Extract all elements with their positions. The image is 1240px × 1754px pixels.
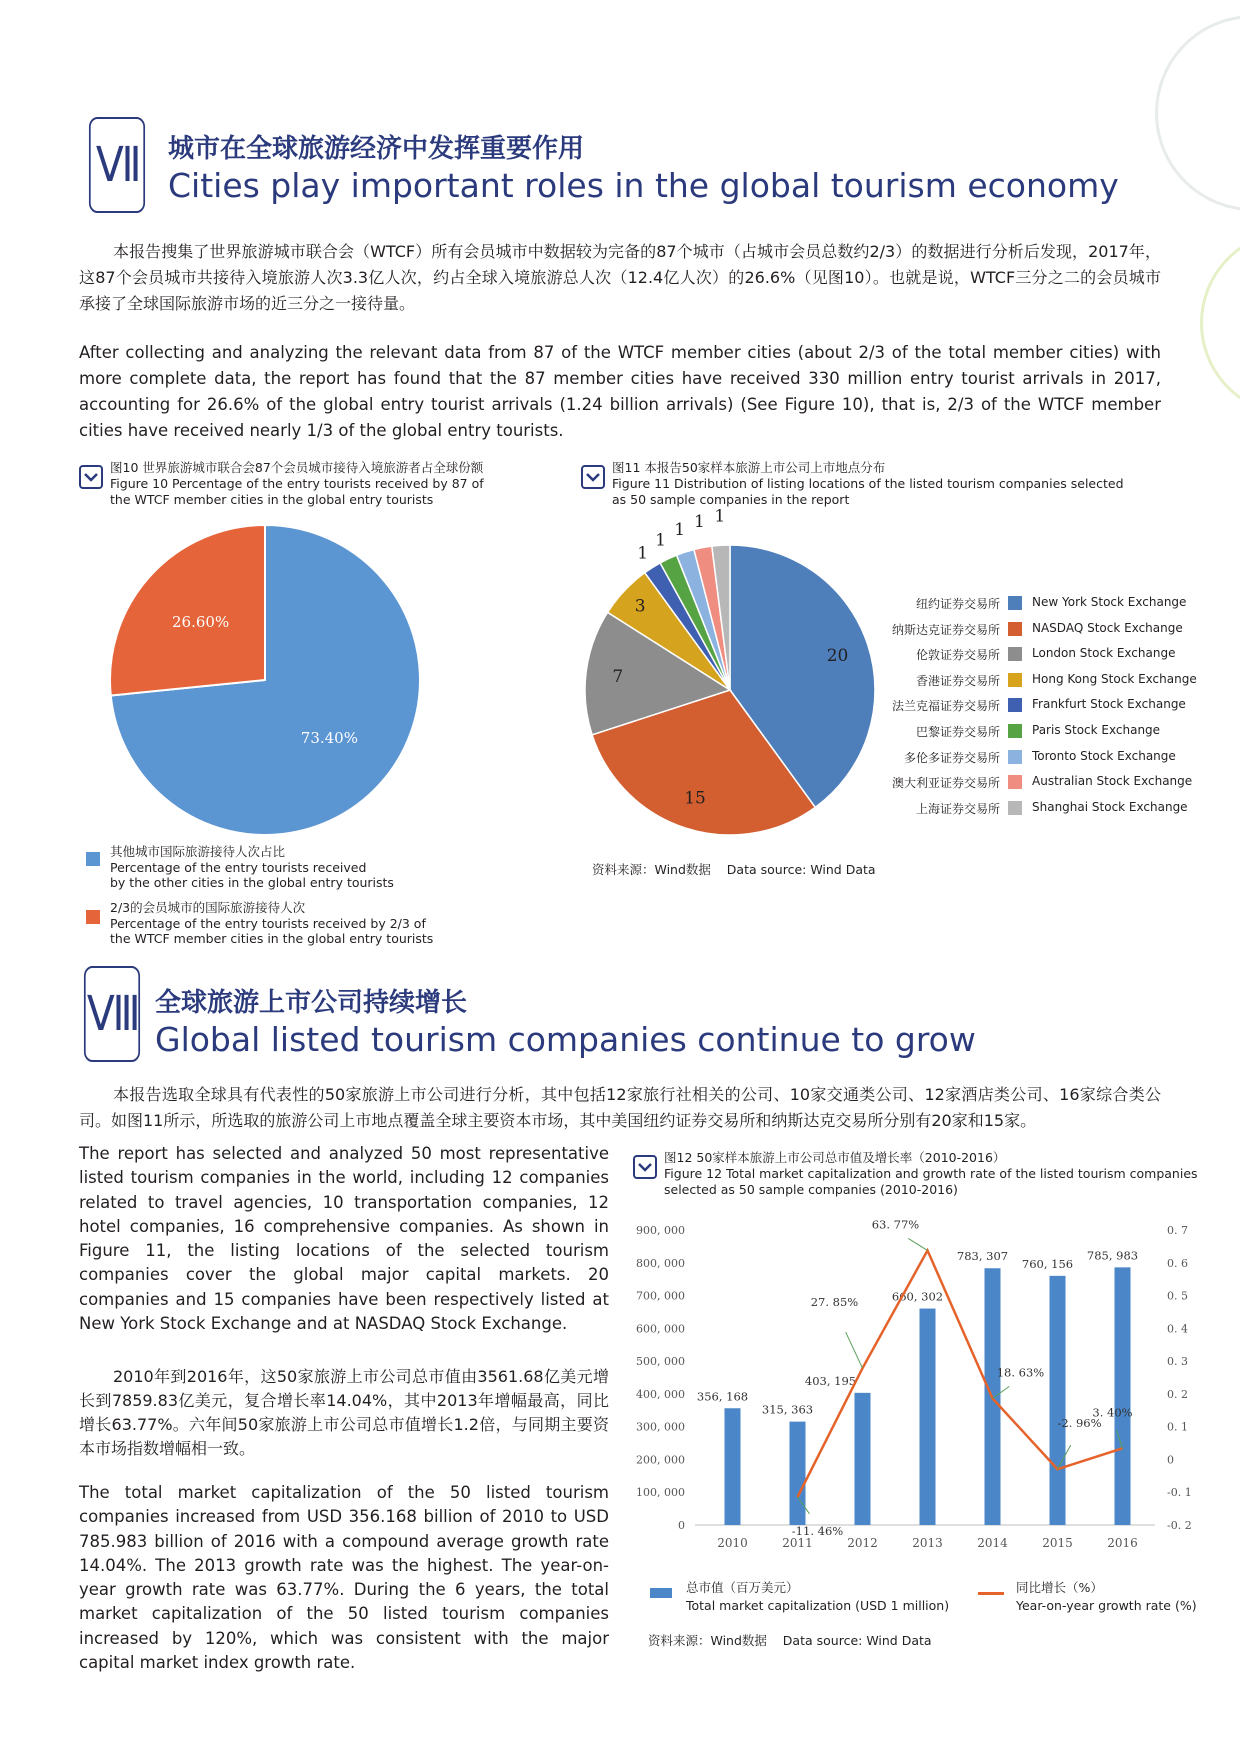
figure-11-legend-swatch [1008, 775, 1022, 789]
figure-10-legend-swatch-1 [86, 852, 100, 866]
figure-12-bar-2015 [1050, 1276, 1066, 1525]
figure-12-y-tick-right: -0. 2 [1167, 1519, 1192, 1532]
figure-11-legend-label-cn: 法兰克福证券交易所 [891, 699, 1000, 714]
figure-11-legend-label-en: Paris Stock Exchange [1032, 723, 1161, 737]
figure-11-source: 资料来源：Wind数据 Data source: Wind Data [592, 862, 876, 877]
figure-11-caption-cn: 图11 本报告50家样本旅游上市公司上市地点分布 [612, 460, 886, 475]
figure-11-slice-label-8: 1 [694, 511, 705, 532]
figure-10-legend-2-cn: 2/3的会员城市的国际旅游接待人次 [110, 900, 306, 915]
figure-12-bar-2010 [725, 1408, 741, 1525]
figure-12-growth-label-2014: 18. 63% [996, 1365, 1045, 1380]
figure-10-pie-chart [90, 515, 440, 845]
figure-11-caption-en-1: Figure 11 Distribution of listing locations of the listed tourism companies selected [612, 476, 1124, 491]
section-8-paragraph-en-2: The total market capitalization of the 50 listed tourism companies increased from USD 356.168 billion of 2010 to USD 785.983 billion of 2016 with a compound average growth rate 14.04%. The 2013 growth rate was the highest. The year-on-year growth rate was 63.77%. During the 6 years, the total market capitalization of the 50 listed tourism companies increased by 120%, which was consistent with the major capital market index growth rate. [79, 1483, 609, 1673]
figure-12-caption-en-1: Figure 12 Total market capitalization and growth rate of the listed tourism companies [664, 1166, 1198, 1181]
figure-12-y-tick-left: 600, 000 [636, 1322, 685, 1336]
figure-12-y-tick-right: 0. 4 [1167, 1322, 1188, 1336]
figure-12-y-tick-right: 0. 7 [1167, 1224, 1188, 1237]
figure-12-x-tick: 2016 [1107, 1536, 1138, 1550]
figure-12-growth-label-2013: 63. 77% [871, 1217, 920, 1232]
figure-11-legend-swatch [1008, 750, 1022, 764]
figure-11-legend-label-cn: 纳斯达克证券交易所 [891, 622, 1000, 637]
section-7-paragraph-en: After collecting and analyzing the relevant data from 87 of the WTCF member cities (about 2/3 of the total member cities) with more complete data, the report has found that the 87 member cities have received 330 million entry tourist arrivals in 2017, accounting for 26.6% of the global entry tourist arrivals (1.24 billion arrivals) (See Figure 10), that is, 2/3 of the WTCF member cities have received nearly 1/3 of the global entry tourists. [79, 343, 1161, 440]
figure-11-legend-label-cn: 纽约证券交易所 [915, 597, 1000, 611]
figure-11-legend-label-en: New York Stock Exchange [1032, 595, 1187, 609]
figure-12-growth-label-2015: -2. 96% [1057, 1416, 1102, 1431]
figure-12-y-tick-left: 900, 000 [636, 1224, 685, 1237]
figure-12-y-tick-right: 0. 5 [1167, 1289, 1188, 1303]
figure-11-legend-label-en: London Stock Exchange [1032, 646, 1176, 661]
section-numeral-8: Ⅷ [84, 966, 140, 1062]
figure-11-legend-swatch [1008, 673, 1022, 687]
figure-12-bar-label-2011: 315, 363 [761, 1402, 814, 1417]
figure-12-y-tick-left: 100, 000 [636, 1486, 685, 1500]
figure-10-legend-2-en-1: Percentage of the entry tourists received by 2/3 of [110, 916, 426, 931]
figure-10-legend-swatch-2 [86, 910, 100, 924]
figure-12-caption-en-2: selected as 50 sample companies (2010-2016) [664, 1182, 958, 1197]
figure-12-y-tick-right: 0. 6 [1167, 1256, 1188, 1270]
figure-12-legend-line-swatch [978, 1592, 1004, 1595]
figure-11-slice-label-3: 7 [612, 666, 624, 687]
figure-12-y-tick-right: 0 [1167, 1453, 1174, 1467]
figure-12-y-tick-left: 300, 000 [636, 1420, 685, 1434]
section-8-paragraph-cn-2: 2010年到2016年，这50家旅游上市公司总市值由3561.68亿美元增长到7859.83亿美元，复合增长率14.04%，其中2013年增幅最高，同比增长63.77%。六年间50家旅游上市公司总市值增长1.2倍，与同期主要资本市场指数增幅相一致。 [79, 1367, 609, 1458]
figure-10-slice-2 [110, 525, 265, 696]
section-8-title-cn: 全球旅游上市公司持续增长 [155, 988, 468, 1018]
section-8-paragraph-cn: 本报告选取全球具有代表性的50家旅游上市公司进行分析，其中包括12家旅行社相关的公司、10家交通类公司、12家酒店类公司、16家综合类公司。如图11所示，所选取的旅游公司上市地点覆盖全球主要资本市场，其中美国纽约证券交易所和纳斯达克交易所分别有20家和15家。 [79, 1085, 1161, 1130]
figure-12-y-tick-left: 0 [678, 1519, 685, 1532]
figure-12-y-tick-left: 800, 000 [636, 1256, 685, 1270]
section-8-paragraph-en-1: The report has selected and analyzed 50 most representative listed tourism companies in the world, including 12 companies related to travel agencies, 10 transportation companies, 12 hotel companies, 16 comprehensive companies. As shown in Figure 11, the listing locations of the selected tourism companies cover the global major capital markets. 20 companies and 15 companies have been respectively listed at New York Stock Exchange and at NASDAQ Stock Exchange. [79, 1144, 609, 1334]
figure-11-legend-label-en: Toronto Stock Exchange [1032, 748, 1176, 763]
figure-11-legend-label-cn: 澳大利亚证券交易所 [891, 776, 1000, 791]
decorative-arc-green [1200, 230, 1240, 416]
figure-10-slice-label-1: 73.40% [300, 729, 358, 748]
figure-12-y-tick-right: 0. 2 [1167, 1387, 1188, 1401]
figure-10-legend-1-en-2: by the other cities in the global entry tourists [110, 875, 394, 890]
figure-12-growth-leader [846, 1332, 863, 1368]
figure-12-y-tick-left: 200, 000 [636, 1453, 685, 1467]
figure-12-y-tick-right: 0. 1 [1167, 1420, 1188, 1434]
figure-11-legend-swatch [1008, 622, 1022, 636]
figure-11-slice-label-6: 1 [655, 530, 667, 551]
figure-11-legend-label-cn: 伦敦证券交易所 [915, 648, 1000, 663]
figure-10-caption-en-1: Figure 10 Percentage of the entry tourists received by 87 of [110, 476, 484, 491]
figure-12-bar-label-2014: 783, 307 [956, 1249, 1009, 1264]
figure-12-bar-label-2013: 660, 302 [891, 1289, 944, 1304]
figure-11-legend-label-en: Hong Kong Stock Exchange [1032, 671, 1197, 686]
figure-11-legend-label-en: Australian Stock Exchange [1032, 774, 1193, 789]
figure-12-legend-line-cn: 同比增长（%） [1016, 1580, 1103, 1595]
figure-11-caption-en-2: as 50 sample companies in the report [612, 492, 850, 507]
figure-10-caption-cn: 图10 世界旅游城市联合会87个会员城市接待入境旅游者占全球份额 [110, 460, 484, 475]
figure-12-growth-label-2012: 27. 85% [810, 1295, 859, 1310]
figure-12-bar-2011 [790, 1422, 806, 1525]
figure-12-caption-cn: 图12 50家样本旅游上市公司总市值及增长率（2010-2016） [664, 1150, 1006, 1165]
section-numeral-7: Ⅶ [89, 117, 145, 213]
figure-12-y-tick-right: -0. 1 [1167, 1486, 1192, 1500]
figure-12-y-tick-right: 0. 3 [1167, 1355, 1188, 1369]
figure-11-slice-label-4: 3 [634, 596, 646, 617]
figure-12-source: 资料来源：Wind数据 Data source: Wind Data [648, 1633, 932, 1648]
figure-12-bar-label-2015: 760, 156 [1021, 1256, 1074, 1271]
figure-10-legend-1-cn: 其他城市国际旅游接待人次占比 [110, 844, 286, 859]
figure-11-badge-icon [581, 465, 605, 489]
figure-10-caption-en-2: the WTCF member cities in the global entry tourists [110, 492, 434, 507]
figure-11-slice-label-2: 15 [684, 788, 706, 809]
figure-11-legend-label-en: Shanghai Stock Exchange [1032, 799, 1188, 814]
figure-11-legend-label-en: Frankfurt Stock Exchange [1032, 697, 1186, 712]
figure-12-y-tick-left: 500, 000 [636, 1355, 685, 1369]
figure-12-legend-bar-cn: 总市值（百万美元） [686, 1580, 799, 1595]
figure-12-x-tick: 2015 [1042, 1536, 1073, 1550]
figure-12-bar-2016 [1115, 1267, 1131, 1525]
figure-11-legend-swatch [1008, 647, 1022, 661]
figure-12-y-tick-left: 700, 000 [636, 1289, 685, 1303]
figure-12-bar-label-2012: 403, 195 [804, 1373, 857, 1388]
figure-11-legend-label-cn: 上海证券交易所 [915, 801, 1000, 816]
figure-12-bar-2012 [855, 1393, 871, 1525]
section-8-title-en: Global listed tourism companies continue to grow [155, 1020, 976, 1059]
figure-11-slice-label-5: 1 [637, 543, 649, 564]
figure-11-legend-swatch [1008, 596, 1022, 610]
figure-12-badge-icon [633, 1155, 657, 1179]
figure-12-x-tick: 2012 [847, 1536, 878, 1550]
decorative-arc-gray [1155, 15, 1240, 211]
figure-12-growth-label-2011: -11. 46% [791, 1524, 844, 1539]
figure-11-legend-label-cn: 多伦多证券交易所 [903, 750, 1000, 765]
figure-12-bar-label-2016: 785, 983 [1086, 1248, 1139, 1263]
figure-11-slice-label-9: 1 [714, 506, 726, 527]
figure-10-slice-label-2: 26.60% [172, 612, 230, 631]
figure-11-slice-label-1: 20 [826, 646, 849, 667]
section-7-paragraph-cn: 本报告搜集了世界旅游城市联合会（WTCF）所有会员城市中数据较为完备的87个城市（占城市会员总数约2/3）的数据进行分析后发现，2017年，这87个会员城市共接待入境旅游人次3.3亿人次，约占全球入境旅游总人次（12.4亿人次）的26.6%（见图10）。也就是说，WTCF三分之二的会员城市承接了全球国际旅游市场的近三分之一接待量。 [79, 242, 1161, 313]
figure-12-x-tick: 2014 [977, 1536, 1008, 1550]
figure-12-x-tick: 2011 [782, 1536, 813, 1550]
figure-12-x-tick: 2010 [717, 1536, 748, 1550]
section-7-title-cn: 城市在全球旅游经济中发挥重要作用 [168, 134, 585, 164]
figure-12-bar-2013 [920, 1309, 936, 1525]
figure-11-legend-label-cn: 香港证券交易所 [915, 673, 1000, 688]
figure-10-legend-2-en-2: the WTCF member cities in the global entry tourists [110, 931, 434, 946]
figure-11-legend-label-cn: 巴黎证券交易所 [915, 725, 1000, 739]
figure-11-pie-chart [570, 505, 890, 855]
figure-12-legend-line-en: Year-on-year growth rate (%) [1016, 1598, 1197, 1613]
figure-10-legend-1-en-1: Percentage of the entry tourists received [110, 860, 367, 875]
figure-12-legend-bar-swatch [650, 1588, 672, 1598]
figure-12-legend-bar-en: Total market capitalization (USD 1 million) [686, 1598, 950, 1613]
figure-11-legend-swatch [1008, 698, 1022, 712]
figure-12-growth-leader [908, 1238, 927, 1250]
figure-11-slice-label-7: 1 [674, 519, 686, 540]
figure-11-legend-swatch [1008, 724, 1022, 738]
figure-11-legend-label-en: NASDAQ Stock Exchange [1032, 620, 1183, 635]
section-7-title-en: Cities play important roles in the global tourism economy [168, 166, 1119, 205]
figure-12-growth-label-2016: 3. 40% [1092, 1405, 1133, 1420]
figure-12-combo-chart [630, 1210, 1210, 1550]
figure-10-badge-icon [79, 465, 103, 489]
figure-12-y-tick-left: 400, 000 [636, 1387, 685, 1401]
figure-12-x-tick: 2013 [912, 1536, 943, 1550]
figure-12-bar-label-2010: 356, 168 [696, 1389, 749, 1404]
figure-11-legend-swatch [1008, 801, 1022, 815]
